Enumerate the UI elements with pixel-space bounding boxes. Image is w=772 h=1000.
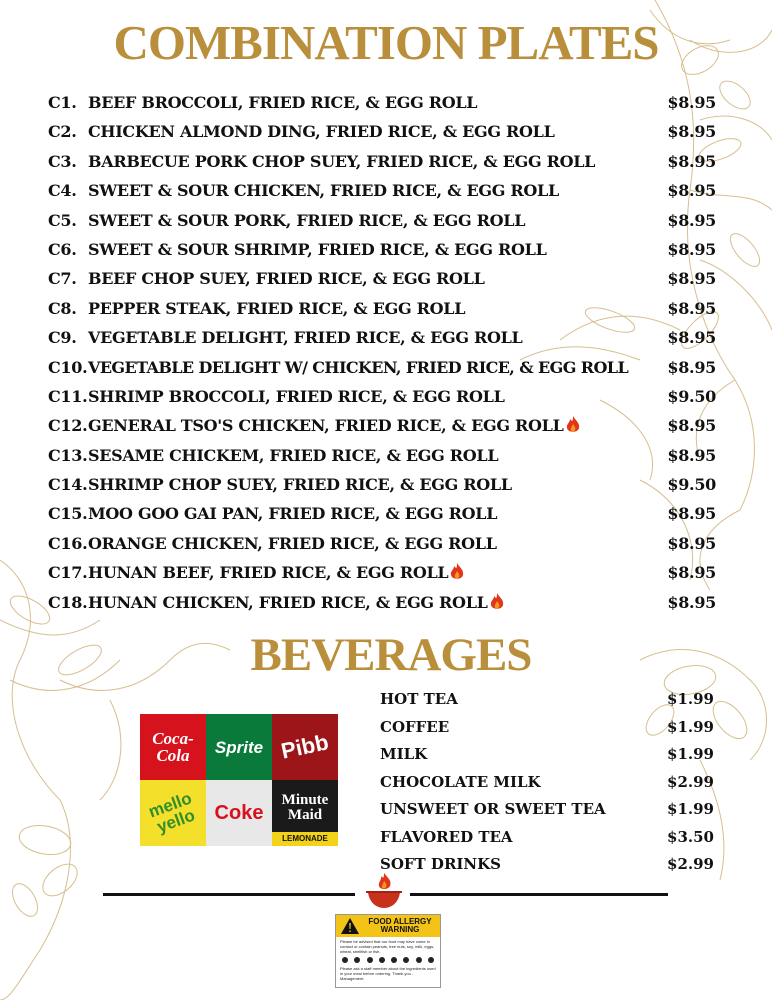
spicy-flame-icon [449, 562, 465, 582]
menu-item-code: C17. [48, 563, 88, 583]
menu-item-code: C3. [48, 151, 77, 171]
menu-item [48, 382, 728, 411]
menu-item-price: $8.95 [667, 122, 716, 142]
sprite-logo [206, 714, 272, 780]
chili-bowl-icon [362, 870, 406, 914]
beverage-price: $1.99 [667, 690, 714, 708]
divider-right [410, 893, 668, 896]
menu-item-code: C5. [48, 210, 77, 230]
spicy-flame-icon [489, 592, 505, 612]
beverage-item [380, 824, 720, 852]
menu-item-price: $9.50 [667, 475, 716, 495]
menu-item-code: C12. [48, 416, 88, 436]
menu-item-name: PEPPER STEAK, FRIED RICE, & EGG ROLL [88, 298, 466, 318]
beverage-item [380, 686, 720, 714]
menu-item [48, 470, 728, 499]
menu-item-code: C6. [48, 239, 77, 259]
menu-item-name: SHRIMP CHOP SUEY, FRIED RICE, & EGG ROLL [88, 475, 512, 495]
menu-item-price: $8.95 [667, 239, 716, 259]
menu-item [48, 235, 728, 264]
pibb-logo-text: Pibb [278, 729, 331, 764]
menu-item [48, 176, 728, 205]
menu-item-price: $8.95 [667, 416, 716, 436]
menu-item [48, 294, 728, 323]
beverage-price: $2.99 [667, 855, 714, 873]
allergy-warning-header [336, 915, 440, 937]
mello-yello-logo [140, 780, 206, 846]
menu-item-price: $8.95 [667, 533, 716, 553]
beverage-item [380, 796, 720, 824]
beverage-price: $1.99 [667, 800, 714, 818]
spicy-flame-icon [565, 415, 581, 435]
menu-item-price: $8.95 [667, 269, 716, 289]
menu-item-name: HUNAN CHICKEN, FRIED RICE, & EGG ROLL [88, 592, 488, 612]
menu-item-price: $8.95 [667, 592, 716, 612]
sprite-logo-text: Sprite [214, 737, 264, 757]
menu-item-code: C10. [48, 357, 88, 377]
menu-item-code: C16. [48, 533, 88, 553]
menu-item-code: C4. [48, 181, 77, 201]
menu-item [48, 529, 728, 558]
menu-item-name: SWEET & SOUR CHICKEN, FRIED RICE, & EGG ROLL [88, 181, 559, 201]
allergy-warning-footer: Please ask a staff member about the ingredients used in your meal before ordering. Thank you - Management. [340, 966, 436, 981]
menu-item-price: $8.95 [667, 445, 716, 465]
allergen-icons [336, 956, 440, 964]
menu-item-code: C13. [48, 445, 88, 465]
menu-item-price: $8.95 [667, 328, 716, 348]
menu-item [48, 88, 728, 117]
beverage-item [380, 851, 720, 879]
menu-item-price: $8.95 [667, 151, 716, 171]
allergen-icon [391, 957, 397, 963]
menu-item-price: $8.95 [667, 504, 716, 524]
beverage-item [380, 714, 720, 742]
beverage-name: COFFEE [380, 717, 450, 736]
menu-item-code: C9. [48, 328, 77, 348]
coca-cola-logo-text: Coca-Cola [152, 729, 194, 765]
diet-coke-logo-text: Coke [214, 802, 264, 824]
beverage-name: UNSWEET OR SWEET TEA [380, 800, 606, 818]
menu-item-name: SWEET & SOUR PORK, FRIED RICE, & EGG ROLL [88, 210, 526, 230]
menu-item-price: $8.95 [667, 563, 716, 583]
menu-item-name: VEGETABLE DELIGHT, FRIED RICE, & EGG ROLL [88, 328, 523, 348]
beverage-price: $1.99 [667, 717, 714, 736]
menu-item-code: C8. [48, 298, 77, 318]
menu-item-name: HUNAN BEEF, FRIED RICE, & EGG ROLL [88, 563, 449, 583]
allergen-icon [416, 957, 422, 963]
coca-cola-logo [140, 714, 206, 780]
beverage-item [380, 741, 720, 769]
menu-item-price: $8.95 [667, 93, 716, 112]
allergy-warning-title: FOOD ALLERGY WARNING [368, 917, 432, 934]
combination-plates-title: COMBINATION PLATES [113, 15, 659, 70]
menu-item-name: SESAME CHICKEM, FRIED RICE, & EGG ROLL [88, 445, 499, 465]
menu-item-code: C2. [48, 122, 77, 142]
menu-item [48, 411, 728, 440]
menu-item-name: CHICKEN ALMOND DING, FRIED RICE, & EGG ROLL [88, 122, 555, 142]
menu-item [48, 558, 728, 587]
menu-item-name: VEGETABLE DELIGHT W/ CHICKEN, FRIED RICE, & EGG ROLL [88, 357, 629, 377]
menu-item [48, 441, 728, 470]
menu-item-code: C18. [48, 592, 88, 612]
beverage-name: FLAVORED TEA [380, 827, 513, 846]
allergy-warning-text: Please be advised that our food may have come in contact or contain peanuts, tree nuts, soy, milk, eggs, wheat, shellfish or fish. [340, 939, 435, 954]
menu-item-price: $8.95 [667, 210, 716, 230]
beverages-title: BEVERAGES [250, 629, 532, 681]
beverage-name: MILK [380, 745, 428, 763]
beverage-price: $3.50 [667, 827, 714, 846]
menu-item [48, 117, 728, 146]
menu-item-code: C7. [48, 269, 77, 289]
warning-triangle-icon [340, 917, 360, 935]
menu-item-name: SWEET & SOUR SHRIMP, FRIED RICE, & EGG ROLL [88, 239, 547, 259]
menu-item [48, 206, 728, 235]
menu-item [48, 588, 728, 617]
menu-item-price: $8.95 [667, 181, 716, 201]
menu-item-price: $9.50 [667, 386, 716, 406]
mello-yello-logo-text: mello yello [145, 788, 198, 837]
allergen-icon [354, 957, 360, 963]
combination-menu-list [48, 88, 728, 617]
soda-logo-grid [140, 714, 338, 846]
allergen-icon [428, 957, 434, 963]
menu-item-code: C15. [48, 504, 88, 524]
menu-item-name: GENERAL TSO'S CHICKEN, FRIED RICE, & EGG ROLL [88, 416, 564, 436]
food-allergy-warning [335, 914, 441, 988]
beverage-price: $1.99 [667, 745, 714, 763]
menu-item [48, 499, 728, 528]
menu-item-name: ORANGE CHICKEN, FRIED RICE, & EGG ROLL [88, 533, 497, 553]
beverage-item [380, 769, 720, 797]
diet-coke-logo [206, 780, 272, 846]
menu-item-name: BARBECUE PORK CHOP SUEY, FRIED RICE, & EGG ROLL [88, 151, 596, 171]
minute-maid-logo-text: Minute Maid [281, 792, 329, 823]
allergen-icon [379, 957, 385, 963]
menu-item-name: MOO GOO GAI PAN, FRIED RICE, & EGG ROLL [88, 504, 498, 524]
beverage-name: SOFT DRINKS [380, 855, 502, 873]
allergen-icon [367, 957, 373, 963]
menu-item-name: BEEF BROCCOLI, FRIED RICE, & EGG ROLL [88, 93, 478, 112]
minute-maid-logo [272, 780, 338, 846]
menu-item [48, 264, 728, 293]
lemonade-label: LEMONADE [272, 832, 338, 846]
menu-item-name: SHRIMP BROCCOLI, FRIED RICE, & EGG ROLL [88, 386, 505, 406]
beverage-name: CHOCOLATE MILK [380, 772, 541, 791]
beverage-name: HOT TEA [380, 690, 458, 708]
menu-item [48, 323, 728, 352]
menu-item-code: C14. [48, 475, 88, 495]
menu-item [48, 147, 728, 176]
menu-item-code: C1. [48, 93, 77, 112]
menu-item-code: C11. [48, 386, 88, 406]
menu-item-price: $8.95 [667, 298, 716, 318]
allergen-icon [342, 957, 348, 963]
beverages-list [380, 686, 720, 879]
menu-item [48, 353, 728, 382]
beverage-price: $2.99 [667, 772, 714, 791]
menu-item-price: $8.95 [667, 357, 716, 377]
menu-item-name: BEEF CHOP SUEY, FRIED RICE, & EGG ROLL [88, 269, 485, 289]
pibb-logo [272, 714, 338, 780]
divider-left [103, 893, 355, 896]
allergen-icon [403, 957, 409, 963]
